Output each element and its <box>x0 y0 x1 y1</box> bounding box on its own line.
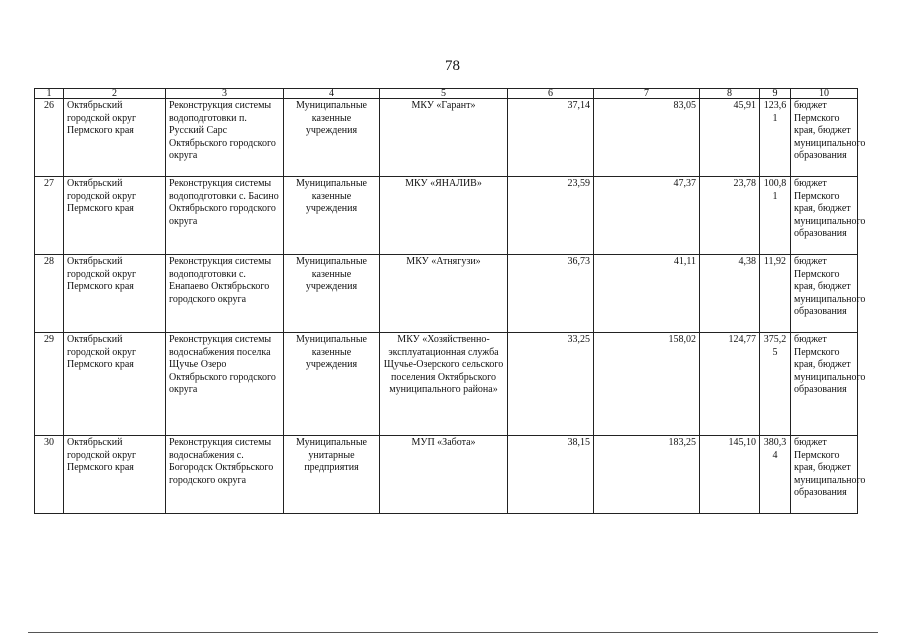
header-cell: 8 <box>700 89 760 99</box>
table-row <box>35 255 858 333</box>
value-col8-cell: 145,10 <box>700 436 760 514</box>
funding-source-cell: бюджет Пермского края, бюджет муниципального образования <box>791 436 858 514</box>
funding-source-cell: бюджет Пермского края, бюджет муниципального образования <box>791 177 858 255</box>
header-cell: 9 <box>760 89 791 99</box>
value-col9-cell: 11,92 <box>760 255 791 333</box>
owner-type-cell: Муниципальные унитарные предприятия <box>284 436 380 514</box>
row-number: 27 <box>35 177 64 255</box>
value-col8-cell: 124,77 <box>700 333 760 436</box>
header-cell: 2 <box>64 89 166 99</box>
value-col7-cell: 47,37 <box>594 177 700 255</box>
value-col7-cell: 83,05 <box>594 99 700 177</box>
owner-cell: МУП «Забота» <box>380 436 508 514</box>
funding-source-cell: бюджет Пермского края, бюджет муниципального образования <box>791 333 858 436</box>
project-cell: Реконструкция системы водоподготовки п. Русский Сарс Октябрьского городского округа <box>166 99 284 177</box>
value-col6-cell: 36,73 <box>508 255 594 333</box>
territory-cell: Октябрьский городской округ Пермского края <box>64 255 166 333</box>
value-col6-cell: 37,14 <box>508 99 594 177</box>
row-number: 26 <box>35 99 64 177</box>
territory-cell: Октябрьский городской округ Пермского края <box>64 99 166 177</box>
header-cell: 3 <box>166 89 284 99</box>
row-number: 28 <box>35 255 64 333</box>
value-col6-cell: 23,59 <box>508 177 594 255</box>
owner-type-cell: Муниципальные казенные учреждения <box>284 255 380 333</box>
project-cell: Реконструкция системы водоподготовки с. Басино Октябрьского городского округа <box>166 177 284 255</box>
owner-type-cell: Муниципальные казенные учреждения <box>284 333 380 436</box>
value-col7-cell: 158,02 <box>594 333 700 436</box>
value-col9-cell: 380,34 <box>760 436 791 514</box>
data-table <box>34 88 866 514</box>
row-number: 30 <box>35 436 64 514</box>
table-row <box>35 99 858 177</box>
territory-cell: Октябрьский городской округ Пермского края <box>64 333 166 436</box>
header-cell: 7 <box>594 89 700 99</box>
header-cell: 10 <box>791 89 858 99</box>
territory-cell: Октябрьский городской округ Пермского края <box>64 436 166 514</box>
page-bottom-rule <box>28 632 878 633</box>
value-col9-cell: 375,25 <box>760 333 791 436</box>
value-col7-cell: 183,25 <box>594 436 700 514</box>
page-number: 78 <box>445 58 460 74</box>
value-col8-cell: 4,38 <box>700 255 760 333</box>
owner-cell: МКУ «Гарант» <box>380 99 508 177</box>
header-cell: 5 <box>380 89 508 99</box>
value-col7-cell: 41,11 <box>594 255 700 333</box>
project-cell: Реконструкция системы водоснабжения с. Богородск Октябрьского городского округа <box>166 436 284 514</box>
owner-cell: МКУ «Хозяйственно-эксплуатационная служба Щучье-Озерского сельского поселения Октябрьского муниципального района» <box>380 333 508 436</box>
header-cell: 6 <box>508 89 594 99</box>
project-cell: Реконструкция системы водоподготовки с. Енапаево Октябрьского городского округа <box>166 255 284 333</box>
value-col8-cell: 45,91 <box>700 99 760 177</box>
value-col6-cell: 38,15 <box>508 436 594 514</box>
header-cell: 1 <box>35 89 64 99</box>
row-number: 29 <box>35 333 64 436</box>
table-row <box>35 177 858 255</box>
funding-source-cell: бюджет Пермского края, бюджет муниципального образования <box>791 99 858 177</box>
owner-cell: МКУ «Атнягузи» <box>380 255 508 333</box>
table-row <box>35 333 858 436</box>
value-col9-cell: 100,81 <box>760 177 791 255</box>
table-row <box>35 436 858 514</box>
owner-cell: МКУ «ЯНАЛИВ» <box>380 177 508 255</box>
value-col6-cell: 33,25 <box>508 333 594 436</box>
value-col8-cell: 23,78 <box>700 177 760 255</box>
territory-cell: Октябрьский городской округ Пермского края <box>64 177 166 255</box>
table-header-row <box>35 89 858 99</box>
owner-type-cell: Муниципальные казенные учреждения <box>284 99 380 177</box>
value-col9-cell: 123,61 <box>760 99 791 177</box>
project-cell: Реконструкция системы водоснабжения поселка Щучье Озеро Октябрьского городского округа <box>166 333 284 436</box>
owner-type-cell: Муниципальные казенные учреждения <box>284 177 380 255</box>
header-cell: 4 <box>284 89 380 99</box>
funding-source-cell: бюджет Пермского края, бюджет муниципального образования <box>791 255 858 333</box>
